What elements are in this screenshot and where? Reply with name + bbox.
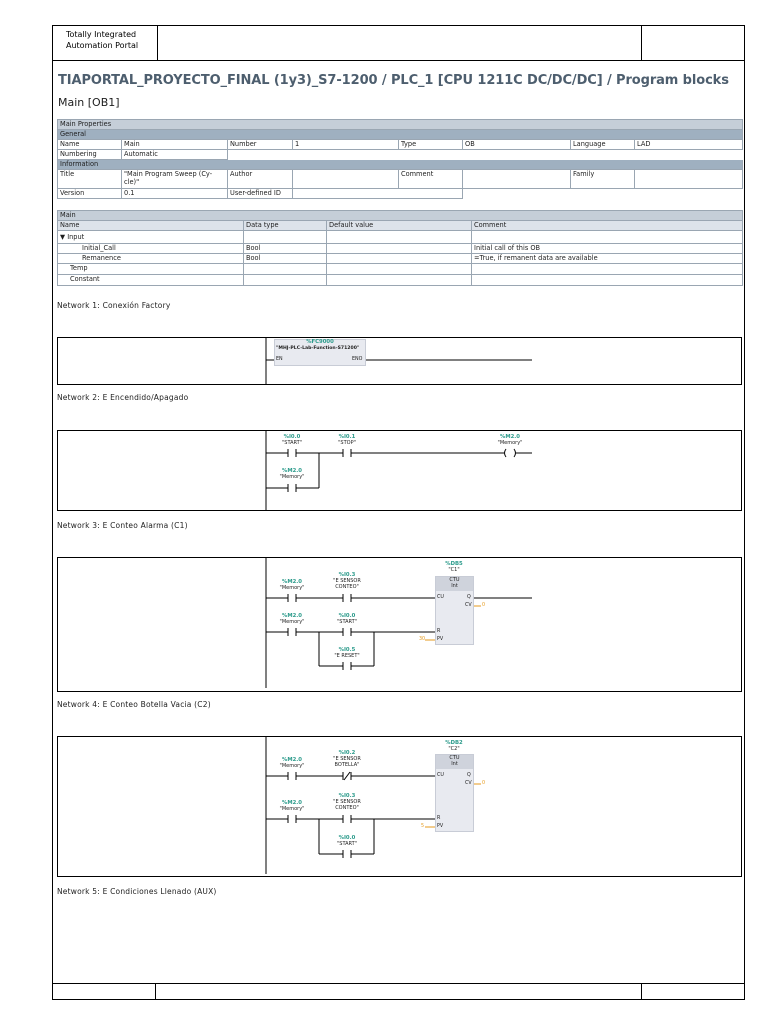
n2-coil-address: %M2.0	[500, 434, 520, 440]
fc-name: "MHJ-PLC-Lab-Function-S71200"	[276, 346, 360, 351]
network-1-title[interactable]: Network 1: Conexión Factory	[57, 301, 171, 310]
fc-en-pin: EN	[276, 357, 283, 362]
n2-coil-name: "Memory"	[497, 440, 523, 446]
n3-contact-start-name: "START"	[336, 619, 358, 625]
n4-pin-q: Q	[467, 773, 471, 778]
temp-group-row[interactable]: Temp	[58, 264, 244, 275]
col-type-header: Data type	[244, 221, 327, 231]
n4-contact-memory-address: %M2.0	[282, 757, 302, 763]
n4-counter-address: %DB2	[445, 740, 463, 746]
n3-cv-value: 0	[482, 603, 486, 608]
n4-cv-value: 0	[482, 781, 486, 786]
network-5-title[interactable]: Network 5: E Condiciones Llenado (AUX)	[57, 887, 217, 896]
n4-pin-pv: PV	[437, 824, 444, 829]
n4-contact-memory-name: "Memory"	[279, 763, 305, 769]
name-value: Main	[122, 140, 228, 150]
name-label: Name	[58, 140, 122, 150]
n2-contact-memory-address: %M2.0	[282, 468, 302, 474]
n2-contact-memory-name: "Memory"	[279, 474, 305, 480]
param-remanence: Remanence	[58, 254, 244, 264]
n3-contact-memory-address: %M2.0	[282, 579, 302, 585]
n2-contact-start-address: %I0.0	[283, 434, 301, 440]
information-section-header: Information	[58, 160, 743, 170]
interface-section-header: Main	[58, 211, 743, 221]
col-comment-header: Comment	[472, 221, 743, 231]
document-title: TIAPORTAL_PROYECTO_FINAL (1y3)_S7-1200 / PLC_1 [CPU 1211C DC/DC/DC] / Program blocks	[58, 73, 729, 88]
n4-contact-sensor-address: %I0.3	[338, 793, 356, 799]
n3-contact-memory2-address: %M2.0	[282, 613, 302, 619]
n4-ctu-label: CTU	[449, 755, 460, 761]
n4-ctu-header	[436, 755, 473, 769]
n3-contact-reset-address: %I0.5	[338, 647, 356, 653]
family-label: Family	[571, 170, 635, 189]
author-label: Author	[228, 170, 293, 189]
n4-contact-sensor-name: "E SENSOR CONTEO"	[333, 799, 361, 811]
fc-address: %FC9000	[306, 339, 334, 345]
n3-counter-address: %DB5	[445, 561, 463, 567]
n3-contact-sensor-address: %I0.3	[338, 572, 356, 578]
n4-contact-start-name: "START"	[336, 841, 358, 847]
n3-pin-pv: PV	[437, 637, 444, 642]
col-default-header: Default value	[327, 221, 472, 231]
n4-ctu-type: Int	[451, 761, 458, 767]
version-value: 0.1	[122, 189, 228, 199]
input-group-label: Input	[67, 233, 85, 241]
n4-contact-bottle-address: %I0.2	[338, 750, 356, 756]
type-value: OB	[463, 140, 571, 150]
udid-label: User-defined ID	[228, 189, 293, 199]
n3-pin-r: R	[437, 629, 441, 634]
param-remanence-comment: =True, if remanent data are available	[472, 254, 743, 264]
param-initial-call: Initial_Call	[58, 244, 244, 254]
main-properties-header: Main Properties	[58, 120, 743, 130]
type-label: Type	[399, 140, 463, 150]
n3-counter-name: "C1"	[448, 567, 460, 573]
col-name-header: Name	[58, 221, 244, 231]
numbering-value: Automatic	[122, 150, 228, 160]
numbering-label: Numbering	[58, 150, 122, 160]
param-initial-call-comment: Initial call of this OB	[472, 244, 743, 254]
n3-ctu-label: CTU	[449, 577, 460, 583]
header-line-1: Totally Integrated	[66, 30, 137, 39]
n4-pin-r: R	[437, 816, 441, 821]
language-value: LAD	[635, 140, 743, 150]
network-2-title[interactable]: Network 2: E Encendido/Apagado	[57, 393, 189, 402]
n4-pin-cv: CV	[465, 781, 472, 786]
number-label: Number	[228, 140, 293, 150]
n2-contact-start-name: "START"	[281, 440, 303, 446]
constant-group-row[interactable]: Constant	[58, 275, 244, 286]
n4-contact-start-address: %I0.0	[338, 835, 356, 841]
general-section-header: General	[58, 130, 743, 140]
n4-counter-name: "C2"	[448, 746, 460, 752]
n4-pin-cu: CU	[437, 773, 444, 778]
param-remanence-type: Bool	[244, 254, 327, 264]
n2-contact-stop-name: "STOP"	[338, 440, 356, 446]
network-4-title[interactable]: Network 4: E Conteo Botella Vacia (C2)	[57, 700, 211, 709]
language-label: Language	[571, 140, 635, 150]
n2-contact-stop-address: %I0.1	[338, 434, 356, 440]
header-line-2: Automation Portal	[66, 41, 139, 50]
fc-eno-pin: ENO	[352, 357, 363, 362]
version-label: Version	[58, 189, 122, 199]
n3-contact-memory-name: "Memory"	[279, 585, 305, 591]
n3-contact-reset-name: "E RESET"	[334, 653, 360, 659]
triangle-down-icon[interactable]: ▼	[60, 233, 66, 241]
n3-pin-cv: CV	[465, 603, 472, 608]
n4-contact-memory2-name: "Memory"	[279, 806, 305, 812]
n3-pin-q: Q	[467, 595, 471, 600]
n3-contact-sensor-name: "E SENSOR CONTEO"	[333, 578, 361, 590]
title-value: "Main Program Sweep (Cy-cle)"	[122, 170, 228, 189]
n3-contact-memory2-name: "Memory"	[279, 619, 305, 625]
comment-label: Comment	[399, 170, 463, 189]
n3-pv-value: 30	[419, 637, 426, 642]
n3-contact-start-address: %I0.0	[338, 613, 356, 619]
n4-pv-value: 5	[421, 824, 425, 829]
n4-contact-bottle-name: "E SENSOR BOTELLA"	[333, 756, 361, 768]
number-value: 1	[293, 140, 399, 150]
block-title: Main [OB1]	[58, 96, 120, 109]
n4-contact-memory2-address: %M2.0	[282, 800, 302, 806]
network-3-title[interactable]: Network 3: E Conteo Alarma (C1)	[57, 521, 188, 530]
n3-pin-cu: CU	[437, 595, 444, 600]
title-label: Title	[58, 170, 122, 189]
n3-ctu-type: Int	[451, 583, 458, 589]
param-initial-call-type: Bool	[244, 244, 327, 254]
n3-ctu-header	[436, 577, 473, 591]
